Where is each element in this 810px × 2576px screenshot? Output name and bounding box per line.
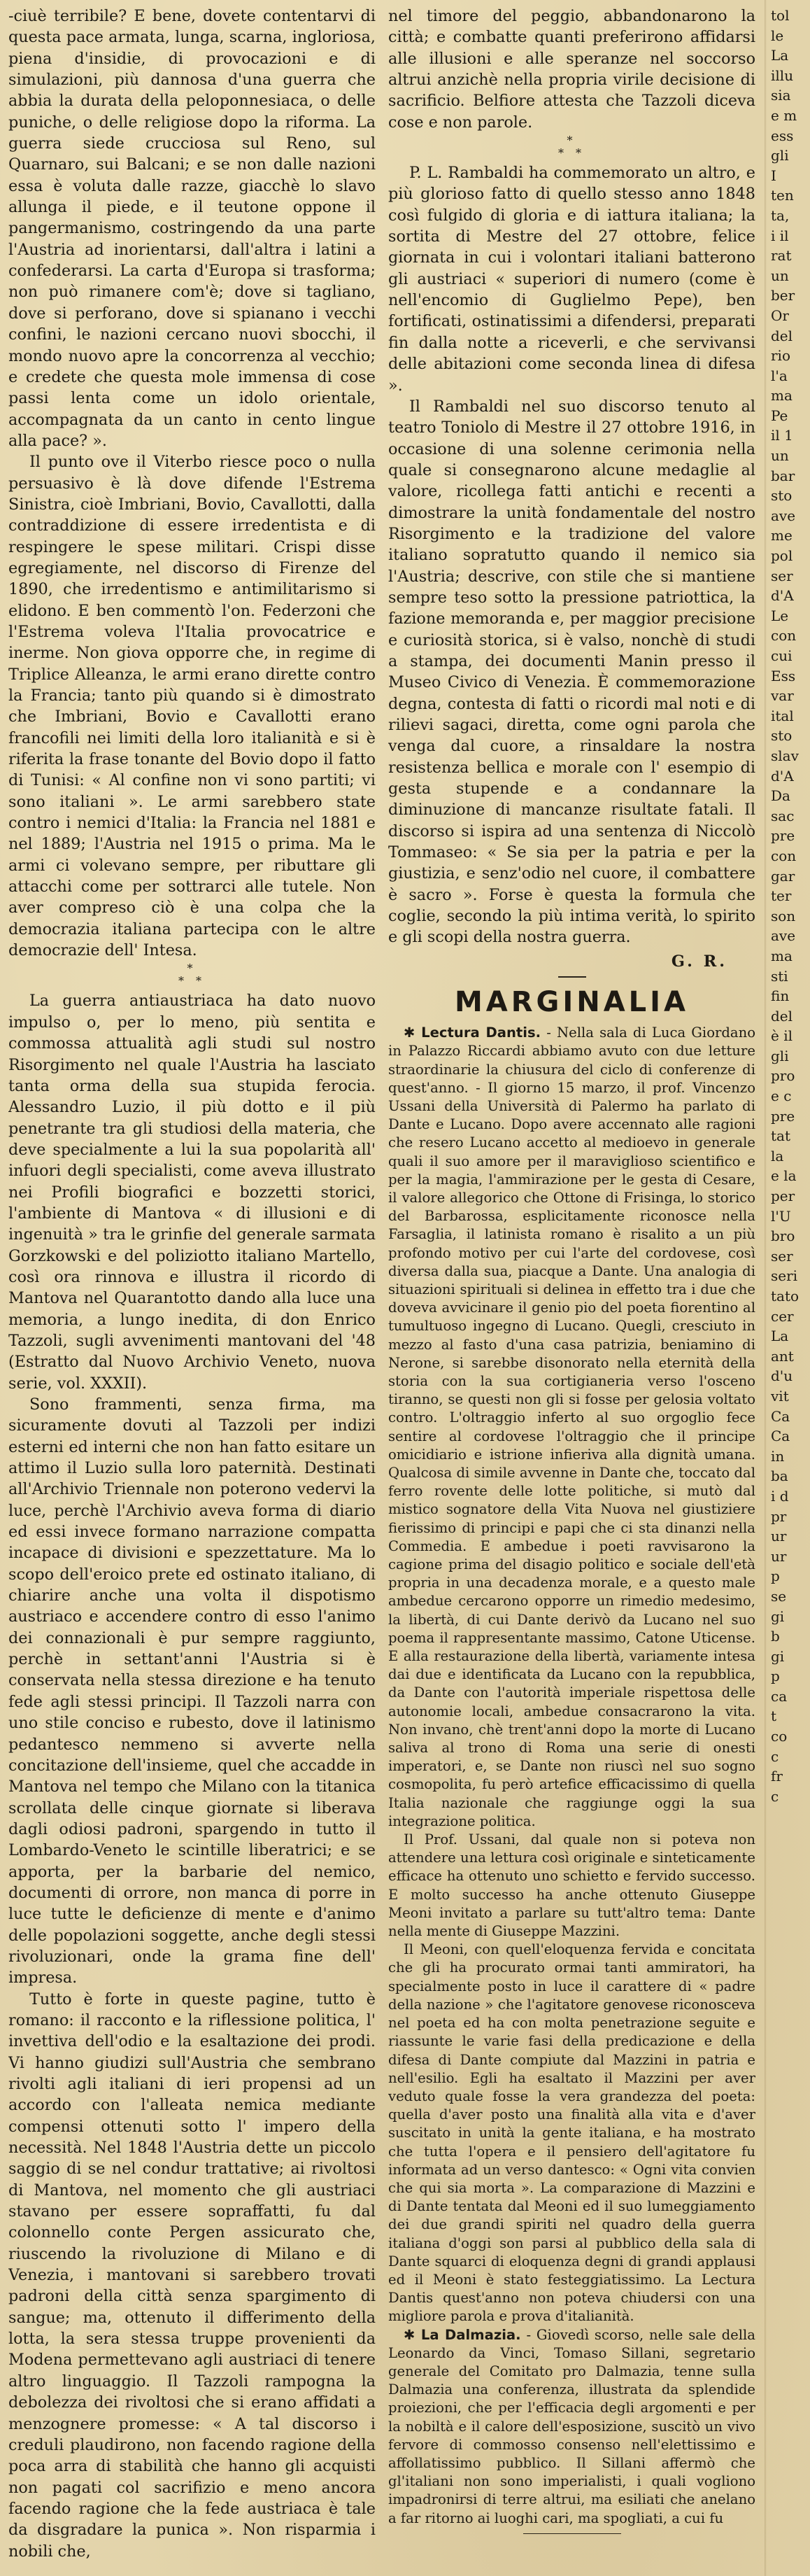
text-fragment: bro	[771, 1227, 795, 1245]
paragraph: La guerra antiaustriaca ha dato nuovo impulso o, per lo meno, più sentita e commossa attualità agli studi sul nostro Risorgimento nel quale l'Austria ha lasciato tanta orma della sua stupida ferocia. Alessandro Luzio, il più dotto e il più penetrante tra gli studiosi della materia, che deve specialmente a lui la sua popolarità all' infuori degli specialisti, come aveva illustrato nei Profili biografici e bozzetti storici, l'ambiente di Mantova « di illusioni e di ingenuità » tra le grinfie del generale sarmata Gorzkowski e del poliziotto italiano Martello, così ora rinnova e illustra il ricordo di Mantova nel Quarantotto dando alla luce una memoria, a lungo inedita, di don Enrico Tazzoli, sugli avvenimenti mantovani del '48 (Estratto dal Nuovo Archivio Veneto, nuova serie, vol. XXXII).	[8, 992, 376, 1393]
paragraph: -ciuè terribile? E bene, dovete contentarvi di questa pace armata, lunga, scarna, ingloriosa, piena d'insidie, di provocazioni e di simulazioni, più dannosa d'una guerra che abbia la durata della peloponnesiaca, o delle puniche, o delle religiose dopo la riforma. La guerra siede crucciosa sul Reno, sul Quarnaro, sui Balcani; e se non dalle nazioni essa è voluta dalle razze, giacchè lo slavo allunga il piede, e il teutone oppone il pangermanismo, costringendo da una parte l'Austria ad inorientarsi, dall'altra i latini a confederarsi. La carta d'Europa si trasforma; non può rimanere com'è; dove si tagliano, dove si perforano, dove si spianano i vecchi confini, le nazioni cercano nuovi sbocchi, il mondo nuovo apre la concorrenza al vecchio; e credete che questa mole immensa di cose passi lenta come un idolo orientale, accompagnata da un canto in cento lingue alla pace? ».	[8, 7, 376, 450]
text-fragment: un	[771, 267, 789, 284]
text-fragment: rio	[771, 347, 790, 365]
text-fragment: ess	[771, 127, 794, 144]
text-fragment: con	[771, 847, 797, 864]
text-fragment: e m	[771, 106, 797, 124]
text-fragment: ber	[771, 287, 795, 304]
text-fragment: tat	[771, 1127, 790, 1145]
text-fragment: illu	[771, 66, 794, 84]
paragraph: Il Rambaldi nel suo discorso tenuto al teatro Toniolo di Mestre il 27 ottobre 1916, in occasione di una solenne cerimonia nella quale si consegnarono alcune medaglie al valore, ricollega fatti antichi e recenti a dimostrare la unità fondamentale del nostro Risorgimento e la tradizione del valore italiano sopratutto quando il nemico sia l'Austria; descrive, con stile che si mantiene sempre teso sotto la pressione patriottica, la fazione memoranda e, per maggior precisione e curiosità storica, si è valso, nonchè di studi a stampa, dei documenti Manin presso il Museo Civico di Venezia. È commemorazione degna, contesta di fatti o ricordi mal noti e di rilievi sagaci, diretta, come ogni parola che venga dal cuore, a rinsaldare la nostra resistenza bellica e morale con l' esempio di gesta stupende e a condannare la diminuzione di mancanze risultate fatali. Il discorso si ispira ad una sentenza di Niccolò Tommaseo: « Se sia per la patria e per la giustizia, e senz'odio nel cuore, il combattere è sacro ». Forse è questa la formula che coglie, secondo la più intima verità, lo spirito e gli scopi della nostra guerra.	[388, 397, 755, 947]
text-fragment: t	[771, 1708, 777, 1725]
text-fragment: bar	[771, 467, 795, 484]
text-fragment: La	[771, 1328, 789, 1345]
text-fragment: la	[771, 1147, 784, 1164]
text-fragment: sto	[771, 727, 793, 745]
marginalia-block	[388, 1024, 755, 2534]
text-fragment: pr	[771, 1507, 787, 1525]
text-fragment: e la	[771, 1167, 797, 1185]
text-fragment: sac	[771, 807, 795, 824]
text-fragment: c	[771, 1787, 779, 1805]
text-fragment: sia	[771, 87, 791, 104]
text-fragment: ma	[771, 387, 793, 404]
text-fragment: b	[771, 1628, 780, 1645]
text-fragment: I	[771, 167, 776, 184]
text-fragment: fr	[771, 1768, 783, 1785]
paragraph: nel timore del peggio, abbandonarono la città; e combatte quanti preferirono affidarsi alle illusioni e alle speranze nel soccorso altrui anzichè nella propria virile decisione di sacrificio. Belfiore attesta che Tazzoli diceva cose e non parole.	[388, 7, 755, 132]
text-fragment: gar	[771, 867, 795, 885]
text-fragment: pro	[771, 1067, 795, 1085]
text-fragment: cer	[771, 1307, 794, 1325]
text-fragment: ba	[771, 1468, 788, 1485]
text-fragment: gi	[771, 1647, 785, 1665]
paragraph: Il Prof. Ussani, dal quale non si poteva non attendere una lettura così originale e sinteticamente efficace ha ottenuto uno schietto e fervido successo. E molto successo ha anche ottenuto Giuseppe Meoni invitato a parlare su tutt'altro tema: Dante nella mente di Giuseppe Mazzini.	[388, 1831, 755, 1940]
page-gutter-shadow	[765, 0, 767, 2576]
text-fragment: gli	[771, 147, 789, 164]
paragraph: P. L. Rambaldi ha commemorato un altro, e più glorioso fatto di quello stesso anno 1848 così fulgido di gloria e di iattura italiana; la sortita di Mestre del 27 ottobre, felice giornata in cui i volontari italiani batterono gli austriaci « superiori di numero (come è nell'encomio di Guglielmo Pepe), ben fortificati, ostinatissimi a difendersi, preparati fin dalla notte a riceverli, e che servivansi delle abitazioni come seconda linea di difesa ».	[388, 164, 755, 395]
item-title: ✱ Lectura Dantis.	[404, 1025, 541, 1041]
text-fragment: ur	[771, 1547, 787, 1565]
left-column	[8, 6, 376, 2570]
middle-column	[388, 6, 755, 2570]
text-fragment: var	[771, 687, 794, 705]
item-title: ✱ La Dalmazia.	[404, 2326, 521, 2343]
text-fragment: d'A	[771, 767, 794, 784]
text-fragment: vit	[771, 1387, 789, 1405]
text-fragment: slav	[771, 747, 799, 764]
text-fragment: e c	[771, 1088, 792, 1105]
text-fragment: con	[771, 627, 797, 645]
text-fragment: sto	[771, 487, 793, 505]
text-fragment: i d	[771, 1487, 789, 1505]
text-fragment: tol	[771, 7, 790, 24]
text-fragment: pre	[771, 827, 795, 845]
author-signature: G. R.	[671, 952, 727, 971]
divider	[558, 976, 586, 978]
text-fragment: se	[771, 1587, 787, 1605]
text-fragment: Pe	[771, 407, 788, 424]
text-fragment: l'a	[771, 367, 788, 384]
text-fragment: un	[771, 447, 789, 465]
item-text: - Giovedì scorso, nelle sale della Leonardo da Vinci, Tomaso Sillani, segretario generale del Comitato pro Dalmazia, tenne sulla Dalmazia una conferenza, illustrata da splendide proiezioni, che per l'efficacia degli argomenti e per la nobiltà e il calore dell'esposizione, suscitò un vivo fervore di commosso consenso nell'elettissimo e affollatissimo pubblico. Il Sillani affermò che gl'italiani non sono imperialisti, i quali vogliono impadronirsi di terre altrui, ma esiliati che anelano a far ritorno ai luoghi cari, ma spogliati, a cui fu	[388, 2326, 755, 2526]
right-column-fragment	[771, 6, 810, 2570]
text-fragment: ur	[771, 1528, 787, 1545]
text-fragment: gi	[771, 1607, 785, 1625]
text-fragment: ave	[771, 507, 796, 524]
text-fragment: ant	[771, 1347, 794, 1365]
text-fragment: del	[771, 1007, 793, 1025]
text-fragment: co	[771, 1728, 788, 1745]
section-heading: MARGINALIA	[454, 986, 690, 1019]
text-fragment: i il	[771, 227, 789, 244]
text-fragment: ma	[771, 947, 793, 964]
text-fragment: pre	[771, 1107, 795, 1125]
text-fragment: c	[771, 1747, 779, 1765]
text-fragment: La	[771, 47, 789, 64]
text-fragment: d'u	[771, 1367, 793, 1385]
text-fragment: l'U	[771, 1207, 791, 1225]
text-fragment: p	[771, 1568, 780, 1585]
text-fragment: sti	[771, 967, 788, 985]
text-fragment: son	[771, 907, 796, 924]
text-fragment: pol	[771, 547, 793, 565]
section-separator: * * *	[178, 962, 206, 988]
text-fragment: ca	[771, 1687, 788, 1705]
section-separator: * * *	[557, 134, 586, 160]
text-fragment: d'A	[771, 587, 794, 605]
text-fragment: le	[771, 27, 784, 44]
text-fragment: ta,	[771, 206, 790, 224]
text-fragment: rat	[771, 247, 792, 265]
text-fragment: il 1	[771, 427, 793, 444]
text-fragment: Da	[771, 787, 790, 805]
text-fragment: ter	[771, 887, 792, 905]
text-fragment: p	[771, 1668, 780, 1685]
text-fragment: seri	[771, 1267, 798, 1285]
text-fragment: Ess	[771, 667, 796, 684]
text-fragment: ital	[771, 707, 794, 724]
paragraph: Sono frammenti, senza firma, ma sicuramente dovuti al Tazzoli per indizi esterni ed interni che non han fatto esitare un attimo il Luzio sulla loro paternità. Destinati all'Archivio Triennale non poterono vedervi la luce, perchè l'Archivio aveva forma di diario ed essi invece formano narrazione compatta incapace di divisioni e spezzettature. Ma lo scopo dell'eroico prete ed ostinato italiano, di chiarire anche una volta il dispotismo austriaco e accendere contro di esso l'animo dei connazionali è pur sempre raggiunto, perchè in settant'anni l'Austria si è conservata nella stessa direzione e ha tenuto fede agli stessi principi. Il Tazzoli narra con uno stile conciso e rubesto, dove il latinismo pedantesco nemmeno si avverte nella concitazione dell'insieme, quel che accadde in Mantova nel tempo che Milano con la titanica scrollata delle cinque giornate si liberava dagli odiosi padroni, spargendo in tutto il Lombardo-Veneto le scintille liberatrici; e se apporta, per la barbarie del nemico, documenti di orrore, non manca di porre in luce tutte le deficienze di mente e d'animo delle popolazioni soggette, anche degli stessi rivoluzionari, onde la grama fine dell' impresa.	[8, 1395, 376, 1987]
paragraph: Il punto ove il Viterbo riesce poco o nulla persuasivo è là dove difende l'Estrema Sinistra, cioè Imbriani, Bovio, Cavallotti, dalla contraddizione di essere irredentista e di respingere le spese militari. Crispi disse egregiamente, nel discorso di Firenze del 1890, che irredentismo e antimilitarismo si elidono. E ben commentò l'on. Federzoni che l'Estrema voleva l'Italia provocatrice e inerme. Non giova opporre che, in regime di Triplice Alleanza, le armi erano dirette contro la Francia; tanto più quando si è dimostrato che Imbriani, Bovio e Cavallotti erano francofili nei limiti della loro italianità e si è riferita la frase tonante del Bovio dopo il fatto di Tunisi: « Al confine non vi sono partiti; vi sono italiani ». Le armi sarebbero state contro i nemici d'Italia: la Francia nel 1881 e nel 1889; l'Austria nel 1915 o prima. Ma le armi ci volevano sempre, per ributtare gli attacchi come per sottrarci alle tutele. Non aver compreso ciò è una colpa che la democrazia italiana partecipa con le altre democrazie dell' Intesa.	[8, 453, 376, 960]
text-fragment: Or	[771, 307, 789, 324]
text-fragment: ser	[771, 567, 793, 584]
text-fragment: cui	[771, 647, 793, 664]
paragraph: Il Meoni, con quell'eloquenza fervida e concitata che gli ha procurato ormai tanti ammiratori, ha specialmente posto in luce il carattere di « padre della nazione » che l'agitatore genovese riconosceva nel poeta ed ha con molta penetrazione seguite e riassunte le varie fasi della predicazione e della difesa di Dante compiute dal Mazzini in patria e nell'esilio. Egli ha esaltato il Mazzini per aver veduto quale fosse la vera grandezza del poeta: quella d'aver posto una finalità alla vita e d'aver suscitato in unità la gente italiana, e ha mostrato che tutta l'opera e il pensiero dell'agitatore fu informata ad un verso dantesco: « Ogni vita convien che qui sia morta ». La comparazione di Mazzini e di Dante tentata dal Meoni ed il suo lumeggiamento dei due grandi spiriti nel quadro della guerra italiana d'oggi son parsi al pubblico della sala di Dante squarci di eloquenza degni di grandi applausi ed il Meoni è stato festeggiatissimo. La Lectura Dantis quest'anno non poteva chiudersi con una migliore parola e prova d'italianità.	[388, 1941, 755, 2325]
text-fragment: Ca	[771, 1428, 790, 1445]
paragraph: Tutto è forte in queste pagine, tutto è romano: il racconto e la riflessione politica, l' invettiva dell'odio e la esaltazione dei prodi. Vi hanno giudizi sull'Austria che sembrano rivolti agli italiani di ieri propensi ad un accordo con l'alleata nemica mediante compensi ottenuti sotto l' impero della necessità. Nel 1848 l'Austria dette un piccolo saggio di se nel condur trattative; ai rivoltosi di Mantova, nel momento che gli austriaci stavano per essere sopraffatti, fu dal colonnello conte Pergen assicurato che, riuscendo la rivoluzione di Milano e di Venezia, i mantovani si sarebbero trovati padroni della città senza spargimento di sangue; ma, ottenuto il differimento della lotta, la sera stessa truppe provenienti da Modena permettevano agli austriaci di tenere altro linguaggio. Il Tazzoli rampogna la debolezza dei rivoltosi che si erano affidati a menzognere promesse: « A tal discorso i creduli plaudirono, non facendo ragione della poca arra di stabilità che hanno gli acquisti non pagati col sacrifizio e meno ancora facendo ragione che la fede austriaca è tale da disgradare la punica ». Non risparmia i nobili che,	[8, 1990, 376, 2561]
text-fragment: ten	[771, 187, 794, 204]
text-fragment: gli	[771, 1047, 789, 1064]
divider	[523, 2533, 621, 2534]
text-fragment: ave	[771, 927, 796, 945]
text-fragment: fin	[771, 987, 790, 1005]
text-fragment: del	[771, 327, 793, 344]
item-text: - Nella sala di Luca Giordano in Palazzo Riccardi abbiamo avuto con due letture straordinarie la chiusura del ciclo di conferenze di quest'anno. - Il giorno 15 marzo, il prof. Vincenzo Ussani della Università di Palermo ha parlato di Dante e Lucano. Dopo avere accennato alle ragioni che resero Lucano accetto al medioevo in generale quali il suo amore per il maraviglioso scientifico e per la magia, l'ammirazione per le gesta di Cesare, il valore allegorico che Ottone di Frisinga, lo storico del Barbarossa, esplicitamente riconosce nella Farsaglia, il latinista romano è risalito a un più profondo motivo per cui l'arte del cordovese, così diversa dalla sua, piacque a Dante. Una analogia di situazioni spirituali si delinea in effetto tra i due che doveva avvicinare il genio pio del poeta fiorentino al tumultuoso ingegno di Lucano. Quegli, cresciuto in mezzo al fasto d'una casa patrizia, beniamino di Nerone, si sarebbe disonorato nella eternità della storia con la sua cortigianeria verso l'osceno tiranno, se questi non gli si fosse per gelosia voltato contro. L'oltraggio inferto al suo orgoglio fece sentire al cordovese l'oltraggio che il principe omicidiario e istrione infieriva alla dignità umana. Qualcosa di simile avvenne in Dante che, toccato dal ferro rovente delle lotte politiche, si mutò dal mistico sognatore della Vita Nuova nel giustiziere fierissimo di principi e papi che ci sta dinanzi nella Commedia. E ambedue i poeti ravvisarono la cagione prima del disagio politico e sociale dell'età propria in una decadenza morale, e a questo male ambedue cercarono opporre un rimedio medesimo, la libertà, di cui Dante derivò da Lucano nel suo poema il rappresentante massimo, Catone Uticense. E alla restaurazione della libertà, variamente intesa dai due e identificata da Lucano con la repubblica, da Dante con l'autorità imperiale rispettosa delle autonomie locali, ambedue consacrarono la vita. Non invano, chè trent'anni dopo la morte di Lucano saliva al trono di Roma una serie di onesti imperatori, e, se Dante non riuscì nel suo sogno cosmopolita, fu però artefice efficacissimo di quella Italia nazionale che raggiunge oggi la sua integrazione politica.	[388, 1025, 755, 1829]
text-fragment: per	[771, 1188, 795, 1205]
text-fragment: ser	[771, 1247, 793, 1265]
text-fragment: è il	[771, 1027, 793, 1045]
text-fragment: Le	[771, 607, 789, 624]
text-fragment: tato	[771, 1288, 800, 1304]
text-fragment: in	[771, 1447, 785, 1465]
text-fragment: me	[771, 527, 793, 544]
text-fragment: Ca	[771, 1407, 790, 1425]
